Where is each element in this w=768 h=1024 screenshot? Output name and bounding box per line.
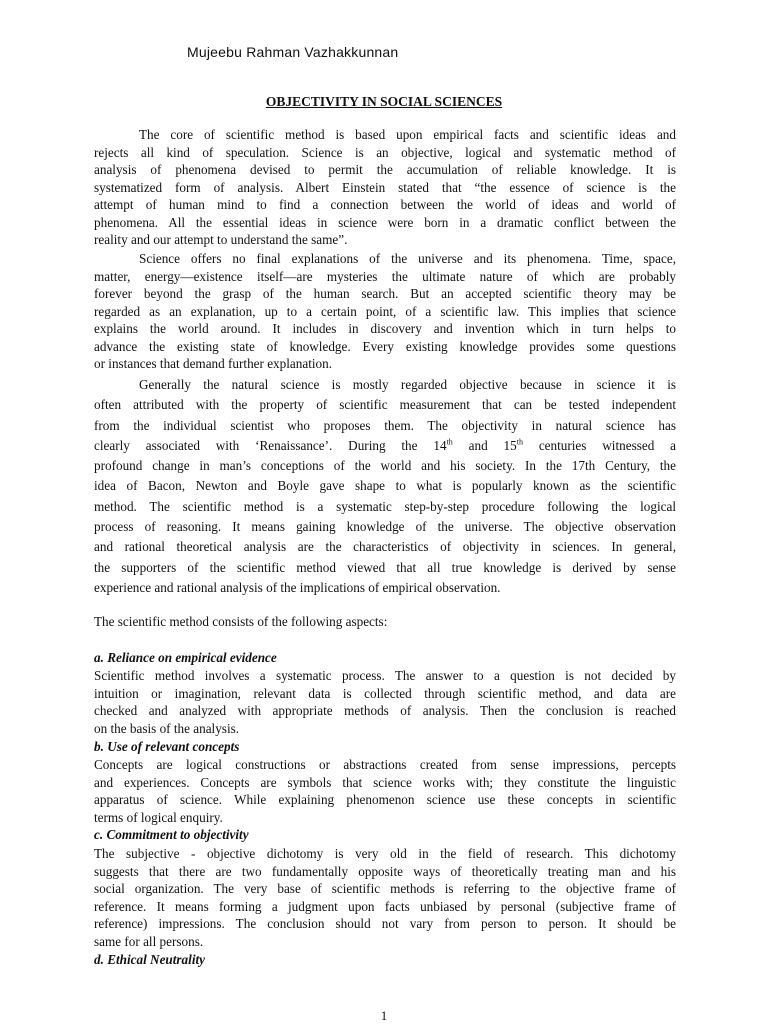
text-line: analysis of phenomena devised to permit the accumulation of reliable knowledge. It is [94,162,676,177]
author-name: Mujeebu Rahman Vazhakkunnan [187,44,399,60]
text-line: apparatus of science. While explaining phenomenon science use these concepts in scientific [94,792,676,807]
text-line: systematized form of analysis. Albert Einstein stated that “the essence of science is the [94,179,676,195]
text-line: The core of scientific method is based upon empirical facts and scientific ideas and [139,127,676,142]
text-line: Science offers no final explanations of the universe and its phenomena. Time, space, [139,251,676,266]
page-number: 1 [380,1008,388,1023]
paragraph-2 [94,250,676,373]
text-line: intuition or imagination, relevant data is collected through scientific method, and data are [94,685,676,701]
text-line: experience and rational analysis of the implications of empirical observation. [94,579,501,595]
text-line: attempt of human mind to find a connection between the world of ideas and world of [94,197,676,212]
text-line: the supporters of the scientific method viewed that all true knowledge is derived by sense [94,559,676,575]
paragraph-3 [94,375,676,598]
section-heading-d: d. Ethical Neutrality [94,952,205,967]
text-line: reference) impressions. The conclusion should not vary from person to person. It should be [94,916,676,931]
section-heading-b: b. Use of relevant concepts [94,739,240,754]
text-line-with-superscripts [94,436,676,456]
text-line: Generally the natural science is mostly regarded objective because in science it is [139,377,676,392]
document-title: OBJECTIVITY IN SOCIAL SCIENCES [265,94,503,109]
text-line: from the individual scientist who proposes them. The objectivity in natural science has [94,417,676,433]
text-line: process of reasoning. It means gaining knowledge of the universe. The objective observation [94,519,676,535]
text-line: advance the existing state of knowledge. Every existing knowledge provides some questions [94,338,676,354]
text-line: explains the world around. It includes in discovery and invention which in turn helps to [94,321,676,336]
text-line: reference. It means forming a judgment upon facts unbiased by personal (subjective frame of [94,898,676,914]
text-line: The subjective - objective dichotomy is very old in the field of research. This dichotomy [94,846,676,861]
text-line: and experiences. Concepts are symbols that science works with; they constitute the linguistic [94,774,676,790]
text-line: idea of Bacon, Newton and Boyle gave shape to what is popularly known as the scientific [94,478,676,494]
text-line: social organization. The very base of scientific methods is referring to the objective frame of [94,881,676,896]
text-line: suggests that there are two fundamentally opposite ways of theoretically treating man and his [94,863,676,879]
section-heading-a: a. Reliance on empirical evidence [94,650,277,665]
text-line: on the basis of the analysis. [94,720,240,736]
text-line: rejects all kind of speculation. Science is an objective, logical and systematic method of [94,144,676,160]
aspects-intro: The scientific method consists of the following aspects: [94,614,388,629]
superscript: th [516,437,523,447]
text-fragment: centuries witnessed a [522,437,676,453]
text-line: or instances that demand further explanation. [94,356,333,371]
section-body-c [94,845,676,950]
paragraph-1 [94,126,676,249]
text-line: terms of logical enquiry. [94,809,223,825]
text-line: regarded as an explanation, up to a certain point, of a scientific law. This implies that science [94,303,676,319]
text-line: often attributed with the property of scientific measurement that can be tested independent [94,397,676,413]
section-body-b [94,756,676,826]
text-fragment: and 15 [452,437,517,453]
superscript: th [446,437,453,447]
text-line: checked and analyzed with appropriate methods of analysis. Then the conclusion is reached [94,703,676,718]
text-fragment: clearly associated with ‘Renaissance’. During the 14 [94,437,447,453]
section-body-a [94,667,676,737]
text-line: method. The scientific method is a systematic step-by-step procedure following the logical [94,498,676,514]
text-line: reality and our attempt to understand the same”. [94,232,348,247]
section-heading-c: c. Commitment to objectivity [94,827,249,842]
text-line: Scientific method involves a systematic process. The answer to a question is not decided by [94,668,676,683]
text-line: Concepts are logical constructions or abstractions created from sense impressions, percepts [94,757,676,772]
text-line: matter, energy—existence itself—are mysteries the ultimate nature of which are probably [94,268,676,284]
text-line: phenomena. All the essential ideas in science were born in a dramatic conflict between the [94,214,676,230]
text-line: forever beyond the grasp of the human search. But an accepted scientific theory may be [94,286,676,301]
text-line: and rational theoretical analysis are the characteristics of objectivity in sciences. In general, [94,539,676,555]
text-line: profound change in man’s conceptions of the world and his society. In the 17th Century, the [94,458,676,474]
text-line: same for all persons. [94,933,204,949]
